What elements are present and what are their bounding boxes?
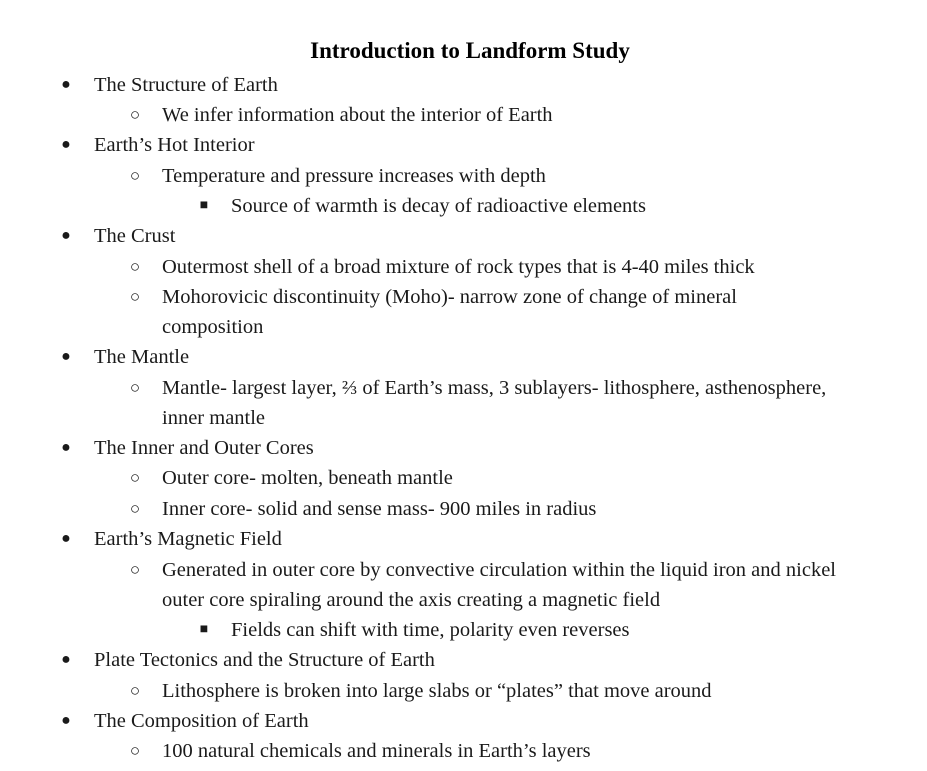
circle-bullet-icon: ○: [129, 257, 141, 276]
disc-bullet-icon: ●: [61, 227, 71, 244]
list-item: [129, 463, 453, 493]
list-item-text: The Mantle: [94, 346, 190, 368]
list-item: [129, 100, 553, 130]
disc-bullet-icon: ●: [61, 712, 71, 729]
list-item: [129, 555, 836, 585]
list-item-text: Generated in outer core by convective circulation within the liquid iron and nickel: [162, 559, 836, 581]
circle-bullet-icon: ○: [129, 287, 141, 306]
list-item-continuation: composition: [162, 316, 264, 338]
list-item: [61, 524, 282, 554]
list-item: [61, 645, 435, 675]
list-item-text: The Structure of Earth: [94, 74, 278, 96]
circle-bullet-icon: ○: [129, 468, 141, 487]
list-item: [129, 494, 597, 524]
disc-bullet-icon: ●: [61, 348, 71, 365]
list-item: [61, 342, 190, 372]
list-item: [129, 736, 591, 766]
list-item-text: The Crust: [94, 225, 176, 247]
disc-bullet-icon: ●: [61, 136, 71, 153]
square-bullet-icon: ■: [199, 198, 209, 213]
list-item: [129, 676, 712, 706]
list-item: [199, 191, 646, 221]
circle-bullet-icon: ○: [129, 166, 141, 185]
list-item-continuation: inner mantle: [162, 407, 266, 429]
list-item: [61, 130, 255, 160]
list-item-text: Lithosphere is broken into large slabs or “plates” that move around: [162, 680, 712, 702]
circle-bullet-icon: ○: [129, 741, 141, 760]
square-bullet-icon: ■: [199, 622, 209, 637]
list-item: [129, 252, 755, 282]
list-item-text: 100 natural chemicals and minerals in Earth’s layers: [162, 740, 591, 762]
list-item-text: Inner core- solid and sense mass- 900 miles in radius: [162, 498, 597, 520]
list-item-text: Fields can shift with time, polarity even reverses: [231, 619, 630, 641]
list-item-continuation: outer core spiraling around the axis creating a magnetic field: [162, 589, 661, 611]
list-item-text: Outer core- molten, beneath mantle: [162, 467, 453, 489]
list-item-text: Earth’s Hot Interior: [94, 134, 255, 156]
disc-bullet-icon: ●: [61, 76, 71, 93]
list-item: [199, 615, 630, 645]
list-item: [129, 282, 737, 312]
disc-bullet-icon: ●: [61, 439, 71, 456]
list-item: [61, 221, 176, 251]
list-item-text: Plate Tectonics and the Structure of Earth: [94, 649, 435, 671]
list-item: [61, 706, 309, 736]
circle-bullet-icon: ○: [129, 560, 141, 579]
disc-bullet-icon: ●: [61, 530, 71, 547]
list-item-text: The Inner and Outer Cores: [94, 437, 314, 459]
list-item: [129, 161, 546, 191]
circle-bullet-icon: ○: [129, 378, 141, 397]
list-item: [61, 433, 314, 463]
page-title: Introduction to Landform Study: [310, 38, 630, 63]
list-item-text: Temperature and pressure increases with depth: [162, 165, 546, 187]
circle-bullet-icon: ○: [129, 499, 141, 518]
list-item: [129, 373, 827, 403]
circle-bullet-icon: ○: [129, 681, 141, 700]
list-item-text: We infer information about the interior of Earth: [162, 104, 553, 126]
list-item-text: Mantle- largest layer, ⅔ of Earth’s mass, 3 sublayers- lithosphere, asthenosphere,: [162, 377, 827, 399]
list-item-text: Outermost shell of a broad mixture of rock types that is 4-40 miles thick: [162, 256, 755, 278]
list-item: [61, 70, 278, 100]
disc-bullet-icon: ●: [61, 651, 71, 668]
list-item-text: Earth’s Magnetic Field: [94, 528, 282, 550]
list-item-text: Mohorovicic discontinuity (Moho)- narrow zone of change of mineral: [162, 286, 737, 308]
circle-bullet-icon: ○: [129, 105, 141, 124]
list-item-text: Source of warmth is decay of radioactive elements: [231, 195, 646, 217]
list-item-text: The Composition of Earth: [94, 710, 309, 732]
